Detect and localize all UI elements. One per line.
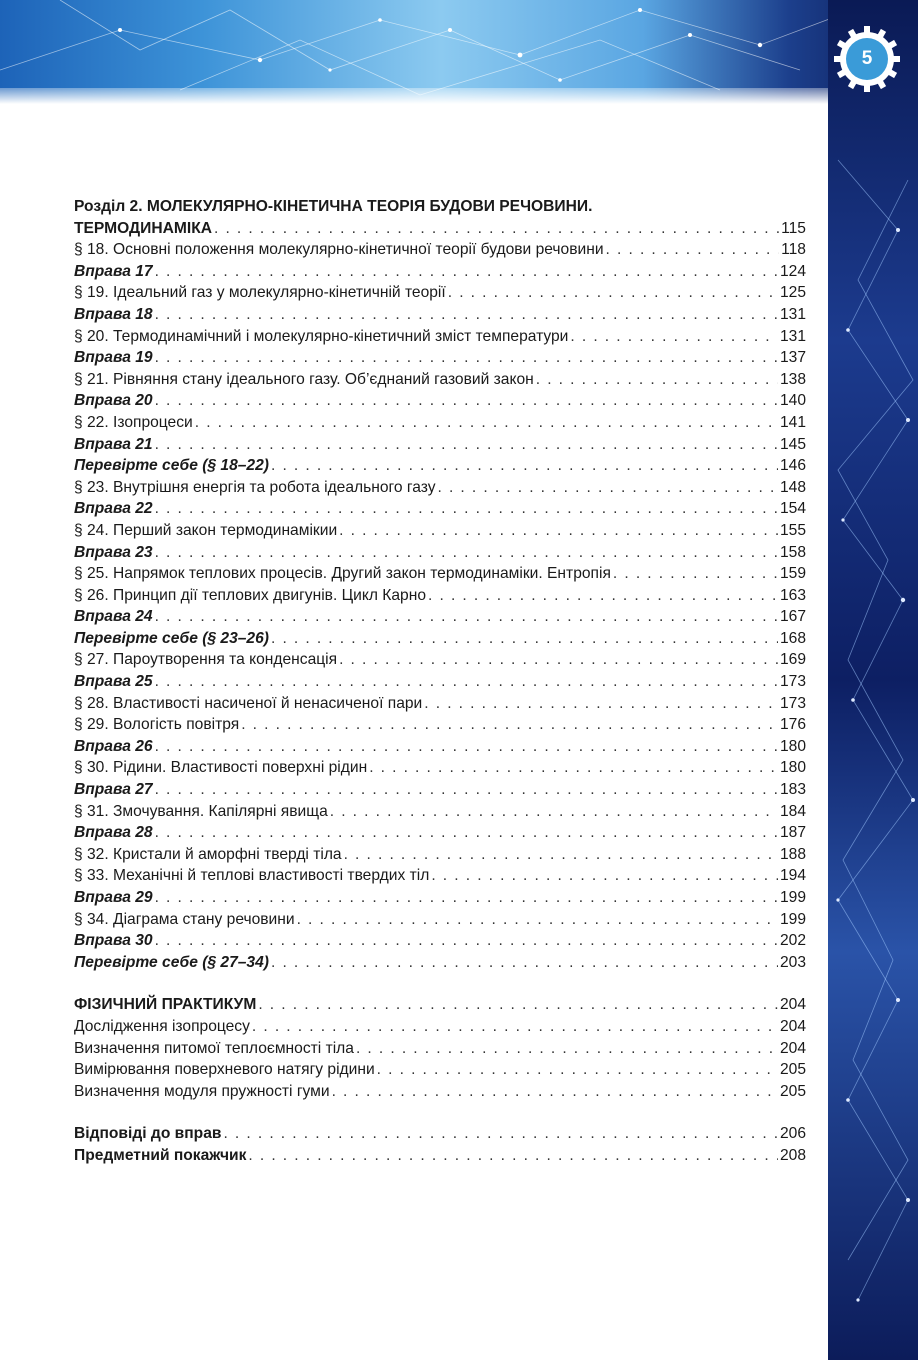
dot-leader bbox=[155, 261, 778, 283]
dot-leader bbox=[377, 1059, 778, 1081]
toc-entry[interactable] bbox=[74, 304, 806, 326]
toc-entry-page: 138 bbox=[779, 370, 806, 388]
dot-leader bbox=[613, 563, 778, 585]
toc-entry[interactable] bbox=[74, 218, 806, 240]
toc-entry[interactable] bbox=[74, 693, 806, 715]
toc-entry-title: ФІЗИЧНИЙ ПРАКТИКУМ bbox=[74, 996, 257, 1014]
dot-leader bbox=[424, 693, 778, 715]
dot-leader bbox=[431, 865, 778, 887]
toc-entry-title: Перевірте себе (§ 27–34) bbox=[74, 953, 269, 971]
toc-entry-page: 140 bbox=[779, 392, 806, 410]
toc-entry[interactable] bbox=[74, 930, 806, 952]
toc-entry[interactable] bbox=[74, 714, 806, 736]
dot-leader bbox=[155, 930, 778, 952]
dot-leader bbox=[155, 347, 778, 369]
toc-entry[interactable] bbox=[74, 1145, 806, 1167]
dot-leader bbox=[155, 736, 778, 758]
toc-entry-title: Вправа 17 bbox=[74, 262, 153, 280]
toc-entry-page: 180 bbox=[779, 759, 806, 777]
toc-entry-page: 141 bbox=[779, 413, 806, 431]
toc-entry-page: 203 bbox=[779, 953, 806, 971]
toc-entry[interactable] bbox=[74, 628, 806, 650]
toc-entry[interactable] bbox=[74, 498, 806, 520]
dot-leader bbox=[438, 477, 778, 499]
toc-entry-title: Вправа 29 bbox=[74, 889, 153, 906]
dot-leader bbox=[248, 1145, 778, 1167]
toc-entry[interactable] bbox=[74, 887, 806, 909]
toc-entry-page: 163 bbox=[779, 586, 806, 604]
toc-entry[interactable] bbox=[74, 757, 806, 779]
toc-entry[interactable] bbox=[74, 822, 806, 844]
toc-entry-page: 173 bbox=[779, 694, 806, 712]
toc-entry[interactable] bbox=[74, 671, 806, 693]
toc-entry-title: § 30. Рідини. Властивості поверхні рідин bbox=[74, 759, 368, 777]
toc-entry[interactable] bbox=[74, 606, 806, 628]
toc-entry-page: 167 bbox=[779, 608, 806, 626]
toc-entry-title: Дослідження ізопроцесу bbox=[74, 1017, 250, 1035]
dot-leader bbox=[155, 542, 778, 564]
dot-leader bbox=[536, 369, 778, 391]
toc-entry-page: 131 bbox=[779, 305, 806, 323]
toc-entry[interactable] bbox=[74, 865, 806, 887]
toc-entry-title: Вимірювання поверхневого натягу рідини bbox=[74, 1061, 375, 1079]
dot-leader bbox=[252, 1016, 778, 1038]
toc-entry-title: § 28. Властивості насиченої й ненасиченої пари bbox=[74, 694, 423, 712]
toc-entry[interactable] bbox=[74, 585, 806, 607]
dot-leader bbox=[297, 909, 778, 931]
toc-entry-page: 204 bbox=[779, 996, 806, 1014]
toc-entry[interactable] bbox=[74, 412, 806, 434]
toc-entry-page: 183 bbox=[779, 781, 806, 799]
toc-entry-title: Вправа 21 bbox=[74, 435, 153, 453]
toc-entry-title: Визначення модуля пружності гуми bbox=[74, 1082, 330, 1100]
toc-entry[interactable] bbox=[74, 994, 806, 1016]
dot-leader bbox=[356, 1038, 778, 1060]
toc-entry[interactable] bbox=[74, 801, 806, 823]
toc-entry-page: 199 bbox=[779, 910, 806, 928]
toc-entry[interactable] bbox=[74, 779, 806, 801]
toc-entry-title: Вправа 18 bbox=[74, 305, 153, 323]
dot-leader bbox=[241, 714, 778, 736]
toc-entry-title: § 21. Рівняння стану ідеального газу. Об’єднаний газовий закон bbox=[74, 370, 534, 388]
toc-entry-page: 194 bbox=[779, 867, 806, 885]
toc-appendix bbox=[74, 1123, 806, 1166]
table-of-contents bbox=[74, 196, 806, 1167]
toc-entry-page: 146 bbox=[779, 457, 806, 475]
toc-entry-title: Предметний покажчик bbox=[74, 1146, 247, 1164]
dot-leader bbox=[155, 779, 778, 801]
toc-entry-page: 159 bbox=[779, 565, 806, 583]
toc-entry-title: § 32. Кристали й аморфні тверді тіла bbox=[74, 845, 342, 863]
toc-entry-title: Вправа 20 bbox=[74, 392, 153, 410]
toc-entry-title: Вправа 19 bbox=[74, 349, 153, 367]
toc-entry-page: 173 bbox=[779, 673, 806, 691]
toc-entries bbox=[74, 218, 806, 974]
dot-leader bbox=[330, 801, 778, 823]
toc-entry[interactable] bbox=[74, 649, 806, 671]
toc-entry-page: 158 bbox=[779, 543, 806, 561]
toc-entry-page: 206 bbox=[779, 1125, 806, 1143]
toc-entry-title: § 26. Принцип дії теплових двигунів. Цикл Карно bbox=[74, 586, 427, 604]
toc-entry-title: ТЕРМОДИНАМІКА bbox=[74, 219, 212, 237]
toc-entry-title: § 18. Основні положення молекулярно-кінетичної теорії будови речовини bbox=[74, 241, 604, 259]
dot-leader bbox=[155, 606, 778, 628]
toc-entry-title: § 20. Термодинамічний і молекулярно-кінетичний зміст температури bbox=[74, 327, 569, 345]
dot-leader bbox=[369, 757, 778, 779]
side-constellation-decoration bbox=[828, 0, 918, 1360]
toc-entry-page: 205 bbox=[779, 1082, 806, 1100]
toc-entry[interactable] bbox=[74, 477, 806, 499]
dot-leader bbox=[155, 822, 778, 844]
toc-entry-page: 204 bbox=[779, 1039, 806, 1057]
toc-entry-page: 154 bbox=[779, 500, 806, 518]
toc-entry[interactable] bbox=[74, 455, 806, 477]
toc-entry[interactable] bbox=[74, 1081, 806, 1103]
toc-entry[interactable] bbox=[74, 520, 806, 542]
toc-entry-title: Вправа 24 bbox=[74, 608, 153, 626]
toc-entry[interactable] bbox=[74, 1123, 806, 1145]
dot-leader bbox=[155, 671, 778, 693]
dot-leader bbox=[606, 239, 780, 261]
page-number: 5 bbox=[861, 48, 873, 69]
toc-entry-page: 118 bbox=[781, 241, 806, 259]
dot-leader bbox=[155, 390, 778, 412]
toc-entry[interactable] bbox=[74, 1059, 806, 1081]
toc-entry[interactable] bbox=[74, 1038, 806, 1060]
toc-entry-title: Вправа 22 bbox=[74, 500, 153, 518]
toc-entry-page: 188 bbox=[779, 845, 806, 863]
toc-entry-page: 184 bbox=[779, 802, 806, 820]
toc-entry-title: § 33. Механічні й теплові властивості твердих тіл bbox=[74, 867, 430, 885]
toc-entry-page: 155 bbox=[779, 521, 806, 539]
toc-entry[interactable] bbox=[74, 239, 806, 261]
toc-entry-page: 199 bbox=[779, 889, 806, 906]
toc-entry-page: 137 bbox=[779, 349, 806, 367]
toc-entry-title: Вправа 26 bbox=[74, 737, 153, 755]
toc-entry-page: 169 bbox=[779, 651, 806, 669]
toc-entry-page: 208 bbox=[779, 1146, 806, 1164]
dot-leader bbox=[339, 520, 778, 542]
toc-entry-page: 204 bbox=[779, 1017, 806, 1035]
dot-leader bbox=[428, 585, 778, 607]
toc-entry-page: 124 bbox=[779, 262, 806, 280]
toc-practicum bbox=[74, 994, 806, 1102]
section-title: Розділ 2. МОЛЕКУЛЯРНО-КІНЕТИЧНА ТЕОРІЯ БУДОВИ РЕЧОВИНИ. bbox=[74, 198, 593, 215]
toc-entry-title: § 25. Напрямок теплових процесів. Другий закон термодинаміки. Ентропія bbox=[74, 565, 611, 583]
toc-entry[interactable] bbox=[74, 261, 806, 283]
toc-entry-title: Вправа 25 bbox=[74, 673, 153, 691]
toc-entry[interactable] bbox=[74, 844, 806, 866]
toc-entry[interactable] bbox=[74, 952, 806, 974]
toc-entry-title: Вправа 27 bbox=[74, 781, 153, 799]
toc-entry-page: 125 bbox=[779, 284, 806, 302]
toc-entry-title: § 24. Перший закон термодинамікии bbox=[74, 521, 338, 539]
toc-entry-title: Вправа 23 bbox=[74, 543, 153, 561]
dot-leader bbox=[214, 218, 779, 240]
toc-entry[interactable] bbox=[74, 542, 806, 564]
toc-entry-page: 180 bbox=[779, 737, 806, 755]
dot-leader bbox=[339, 649, 778, 671]
dot-leader bbox=[223, 1123, 778, 1145]
toc-entry-title: § 31. Змочування. Капілярні явища bbox=[74, 802, 328, 820]
toc-entry[interactable] bbox=[74, 909, 806, 931]
toc-entry[interactable] bbox=[74, 326, 806, 348]
toc-entry-title: § 29. Вологість повітря bbox=[74, 716, 240, 734]
toc-entry[interactable] bbox=[74, 390, 806, 412]
dot-leader bbox=[570, 326, 778, 348]
dot-leader bbox=[344, 844, 778, 866]
dot-leader bbox=[271, 455, 778, 477]
side-band-background bbox=[828, 0, 918, 1360]
toc-entry-page: 115 bbox=[781, 219, 806, 237]
toc-entry-page: 148 bbox=[779, 478, 806, 496]
toc-entry[interactable] bbox=[74, 736, 806, 758]
toc-entry-title: § 22. Ізопроцеси bbox=[74, 413, 193, 431]
toc-entry[interactable] bbox=[74, 434, 806, 456]
toc-entry-page: 202 bbox=[779, 932, 806, 950]
toc-entry-page: 145 bbox=[779, 435, 806, 453]
dot-leader bbox=[195, 412, 778, 434]
toc-entry[interactable] bbox=[74, 282, 806, 304]
dot-leader bbox=[332, 1081, 778, 1103]
toc-entry-page: 131 bbox=[779, 327, 806, 345]
dot-leader bbox=[258, 994, 778, 1016]
toc-entry-title: Вправа 30 bbox=[74, 932, 153, 950]
dot-leader bbox=[155, 434, 778, 456]
toc-entry-title: Вправа 28 bbox=[74, 824, 153, 842]
toc-entry[interactable] bbox=[74, 347, 806, 369]
toc-entry[interactable] bbox=[74, 369, 806, 391]
toc-entry-title: Перевірте себе (§ 23–26) bbox=[74, 629, 269, 647]
toc-entry-page: 176 bbox=[779, 716, 806, 734]
dot-leader bbox=[271, 952, 778, 974]
toc-entry-title: § 34. Діаграма стану речовини bbox=[74, 910, 295, 928]
dot-leader bbox=[155, 304, 778, 326]
toc-entry-page: 205 bbox=[779, 1061, 806, 1079]
header-fade bbox=[0, 88, 828, 104]
dot-leader bbox=[271, 628, 778, 650]
dot-leader bbox=[448, 282, 778, 304]
toc-entry[interactable] bbox=[74, 1016, 806, 1038]
toc-entry[interactable] bbox=[74, 563, 806, 585]
toc-entry-title: Визначення питомої теплоємності тіла bbox=[74, 1039, 354, 1057]
dot-leader bbox=[155, 498, 778, 520]
toc-entry-title: Перевірте себе (§ 18–22) bbox=[74, 457, 269, 475]
toc-entry-title: § 27. Пароутворення та конденсація bbox=[74, 651, 338, 669]
toc-entry-page: 168 bbox=[779, 629, 806, 647]
toc-entry-page: 187 bbox=[779, 824, 806, 842]
dot-leader bbox=[155, 887, 778, 909]
toc-entry-title: § 23. Внутрішня енергія та робота ідеального газу bbox=[74, 478, 436, 496]
toc-entry-title: § 19. Ідеальний газ у молекулярно-кінетичній теорії bbox=[74, 284, 446, 302]
toc-entry-title: Відповіді до вправ bbox=[74, 1125, 222, 1143]
